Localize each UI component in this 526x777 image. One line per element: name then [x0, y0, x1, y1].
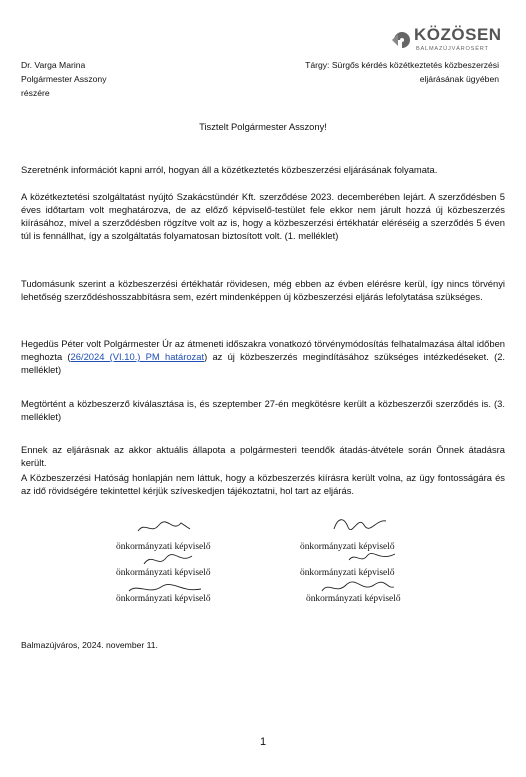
- logo-name: KÖZÖSEN: [414, 25, 502, 44]
- paragraph-threshold: Tudomásunk szerint a közbeszerzési értékhatár rövidesen, még ebben az évben elérésre kerül, így nincs törvényi lehetőség szerződéshosszabbításra sem, ezért mindenképpen új közbeszerzési eljárás lefolytatása szükséges.: [21, 278, 505, 302]
- decision-text-after: ) az új közbeszerzés megindításához szükséges intézkedéseket. (2. melléklet): [21, 351, 506, 375]
- recipient-for: részére: [21, 88, 50, 98]
- subject-line-2: eljárásának ügyében: [419, 74, 499, 84]
- signature-block: [0, 515, 526, 615]
- recipient-title: Polgármester Asszony: [21, 74, 107, 84]
- signer-label-2: önkormányzati képviselő: [300, 542, 395, 552]
- logo-tagline: BALMAZÚJVÁROSÉRT: [416, 46, 489, 52]
- logo-mark-icon: [390, 28, 414, 52]
- signer-label-4: önkormányzati képviselő: [300, 568, 395, 578]
- place-date: Balmazújváros, 2024. november 11.: [21, 640, 158, 650]
- subject-block: [305, 58, 499, 86]
- paragraph-handover: Ennek az eljárásnak az akkor aktuális állapota a polgármesteri teendők átadás-átvétele során Önnek átadásra került.: [21, 444, 505, 468]
- recipient-name: Dr. Varga Marina: [21, 60, 86, 70]
- greeting: Tisztelt Polgármester Asszony!: [199, 121, 327, 132]
- signer-label-6: önkormányzati képviselő: [306, 594, 401, 604]
- resolution-link[interactable]: 26/2024 (VI.10.) PM határozat: [70, 351, 205, 362]
- recipient-block: [21, 58, 107, 100]
- paragraph-decision: [21, 337, 505, 376]
- page-number: 1: [259, 736, 267, 748]
- paragraph-intro: Szeretnénk információt kapni arról, hogyan áll a közétkeztetés közbeszerzési eljárásának folyamata.: [21, 164, 438, 175]
- signer-label-3: önkormányzati képviselő: [116, 568, 211, 578]
- paragraph-request: A Közbeszerzési Hatóság honlapján nem láttuk, hogy a közbeszerzés kiírásra került volna, az ügy fontosságára és az idő rövidségére tekintettel kérjük szíveskedjen tájékoztatni, hol tart az eljárás.: [21, 472, 505, 496]
- logo: [390, 26, 502, 56]
- signature-scribble-left-1: [135, 517, 195, 537]
- signature-scribble-right-1: [330, 511, 390, 535]
- signer-label-1: önkormányzati képviselő: [116, 542, 211, 552]
- paragraph-contract: A közétkeztetési szolgáltatást nyújtó Szakácstündér Kft. szerződése 2023. decemberében lejárt. A szerződésben 5 éves időtartam volt meghatározva, de az előző képviselő-testület fele ekkor nem járult hozzá új közbeszerzés kiírásához, mivel a szerződésben rögzítve volt az is, hogy a közbeszerzési értékhatár eléréséig a szerződés 5 éven túl is fennállhat, így a szolgáltatás folyamatosan biztosított volt. (1. melléklet): [21, 191, 505, 241]
- subject-line-1: Tárgy: Sürgős kérdés közétkeztetés közbeszerzési: [305, 60, 499, 70]
- paragraph-procurer: Megtörtént a közbeszerző kiválasztása is, és szeptember 27-én megkötésre került a közbeszerzői szerződés is. (3. melléklet): [21, 398, 505, 422]
- signature-scribble-left-2: [140, 550, 200, 570]
- signature-scribble-right-2: [345, 548, 405, 568]
- signer-label-5: önkormányzati képviselő: [116, 594, 211, 604]
- decision-text-before: Hegedüs Péter volt Polgármester Úr az átmeneti időszakra vonatkozó törvénymódosítás felhatalmazása által időben meghozta (: [21, 338, 505, 362]
